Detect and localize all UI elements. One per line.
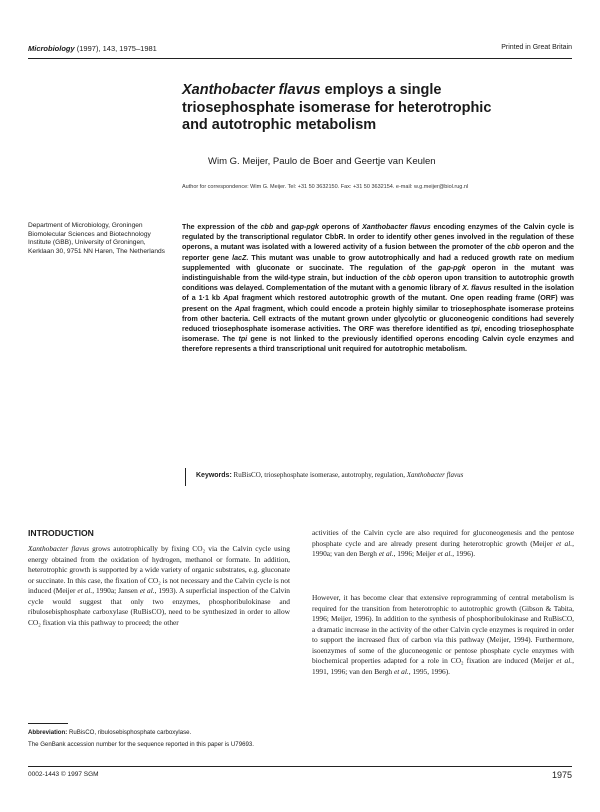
article-title — [182, 82, 512, 135]
page-number: 1975 — [551, 770, 572, 780]
keywords-bar — [185, 468, 186, 486]
footer-rule — [28, 766, 572, 767]
journal-citation — [28, 44, 157, 53]
affiliation: Department of Microbiology, Groningen Biomolecular Sciences and Biotechnology Institute (GBB), University of Groningen, Kerklaan 30, 9751 NN Haren, The Netherlands — [28, 222, 165, 256]
header-rule — [28, 58, 572, 59]
title-rest: employs a single triosephosphate isomerase for heterotrophic and autotrophic metabolism — [182, 82, 492, 133]
abstract: The expression of the cbb and gap-pgk operons of Xanthobacter flavus encoding enzymes of the Calvin cycle is regulated by the transcriptional regulator CbbR. In order to identify other genes involved in the regulation of these operons, a mutant was isolated with a lowered activity of a fusion between the promoter of the cbb operon and the reporter gene lacZ. This mutant was unable to grow autotrophically and had a reduced growth rate on medium supplemented with gluconate or succinate. The regulation of the gap-pgk operon in the mutant was indistinguishable from the wild-type strain, but induction of the cbb operon upon transition to autotrophic growth conditions was delayed. Complementation of the mutant with a genomic library of X. flavus resulted in the isolation of a 1·1 kb ApaI fragment which restored autotrophic growth of the mutant. One open reading frame (ORF) was present on the ApaI fragment, which could encode a protein highly similar to triosephosphate isomerase proteins from other bacteria. Cell extracts of the mutant grown under glycolytic or gluconeogenic conditions had severely reduced triosephosphate isomerase activities. The ORF was therefore identified as tpi, encoding triosephosphate isomerase. The tpi gene is not linked to the previously identified operons encoding Calvin cycle enzymes and therefore represents a third transcriptional unit required for autotrophic metabolism. — [182, 223, 575, 354]
intro-column-right-paragraph-2: However, it has become clear that extensive reprogramming of central metabolism is required for the transition from heterotrophic to autotrophic growth (Gibson & Tabita, 1996; Meijer, 1996). In addition to the synthesis of phosphoribulokinase and RuBisCO, a dramatic increase in the activity of the other Calvin cycle enzymes is required in order to support the increased flux of carbon via this pathway (Meijer, 1994). Furthermore, isoenzymes of some of the gluconeogenic or pentose phosphate cycle enzymes with biochemical properties adapted for a role in CO₂ fixation are induced (Meijer et al., 1991, 1996; van den Bergh et al., 1995, 1996). — [312, 593, 574, 676]
footer-code: 0002-1443 © 1997 SGM — [28, 771, 99, 778]
citation: (1997), 143, 1975–1981 — [76, 44, 157, 53]
footnote-genbank: The GenBank accession number for the sequence reported in this paper is U79693. — [28, 741, 254, 748]
keywords-label: Keywords: — [196, 472, 232, 479]
authors: Wim G. Meijer, Paulo de Boer and Geertje van Keulen — [208, 156, 436, 167]
intro-column-right-paragraph-1: activities of the Calvin cycle are also required for gluconeogenesis and the pentose phosphate cycle and are already present during heterotrophic growth (Meijer et al., 1990a; van den Bergh et al., 1996; Meijer et al., 1996). — [312, 528, 575, 558]
intro-column-left: Xanthobacter flavus grows autotrophically by fixing CO₂ via the Calvin cycle using energy obtained from the oxidation of hydrogen, methanol or formate. In addition, heterotrophic growth is supported by a wide variety of organic substrates, e.g. gluconate or succinate. In this case, the fixation of CO₂ is not necessary and the Calvin cycle is not induced (Meijer et al., 1990a; Jansen et al., 1993). A superficial inspection of the Calvin cycle would suggest that only two enzymes, phosphoribulokinase and ribulosebisphosphate carboxylase (RuBisCO), need to be synthesized in order to allow CO₂ fixation via this pathway to proceed; the other — [28, 544, 290, 627]
title-organism: Xanthobacter flavus — [182, 82, 321, 98]
printed-notice: Printed in Great Britain — [501, 44, 572, 51]
footnote-rule — [28, 723, 68, 724]
journal-name: Microbiology — [28, 44, 75, 53]
section-heading-introduction: INTRODUCTION — [28, 528, 94, 538]
footnote-abbreviation: Abbreviation: RuBisCO, ribulosebisphosphate carboxylase. — [28, 729, 192, 736]
running-header — [28, 44, 572, 58]
correspondence-note: Author for correspondence: Wim G. Meijer. Tel: +31 50 3632150. Fax: +31 50 3632154. e-mail: w.g.meijer@biol.rug.nl — [182, 184, 469, 190]
keywords: Keywords: RuBisCO, triosephosphate isomerase, autotrophy, regulation, Xanthobacter flavus — [196, 471, 464, 479]
